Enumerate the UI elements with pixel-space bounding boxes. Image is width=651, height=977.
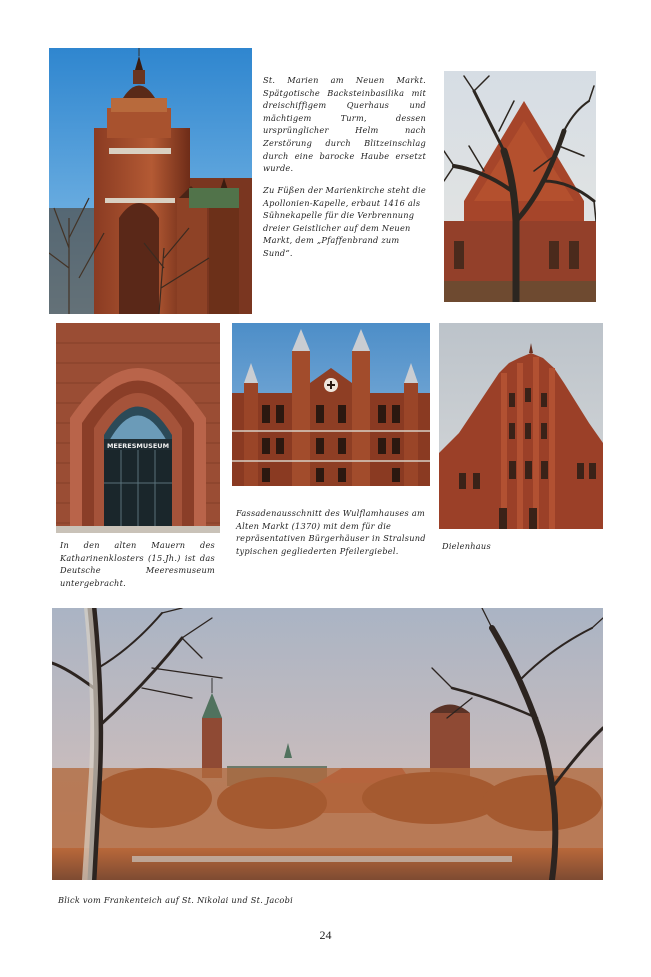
caption-meeresmuseum: In den alten Mauern des Katharinenklosters (15.Jh.) ist das Deutsche Meeresmuseum untergebracht. [60, 540, 215, 588]
caption-dielenhaus: Dielenhaus [442, 541, 491, 551]
photo-meeresmuseum [56, 323, 220, 533]
photo-wulflamhaus [232, 323, 430, 486]
caption-apollonien-kapelle: Zu Füßen der Marienkirche steht die Apollonien-Kapelle, erbaut 1416 als Sühnekapelle für die Verbrennung dreier Geistlicher auf dem Neuen Markt, dem „Pfaffenbrand zum Sund“. [263, 185, 426, 258]
photo-st-marien [49, 48, 252, 314]
caption-st-marien: St. Marien am Neuen Markt. Spätgotische Backsteinbasilika mit dreischiffigem Querhaus und mächtigem Turm, dessen ursprünglicher Helm nach Zerstörung durch Blitzeinschlag durch eine barocke Haube ersetzt wurde. [263, 75, 426, 174]
photo-frankenteich [52, 608, 603, 880]
photo-apollonien-kapelle [444, 71, 596, 302]
museum-sign-text: MEERESMUSEUM [106, 442, 170, 450]
caption-frankenteich: Blick vom Frankenteich auf St. Nikolai und St. Jacobi [58, 895, 293, 905]
photo-dielenhaus [439, 323, 603, 529]
caption-wulflamhaus: Fassadenausschnitt des Wulflamhauses am Alten Markt (1370) mit dem für die repräsentativen Bürgerhäuser in Stralsund typischen gegliederten Pfeilergiebel. [236, 508, 426, 556]
page-number: 24 [319, 928, 332, 942]
